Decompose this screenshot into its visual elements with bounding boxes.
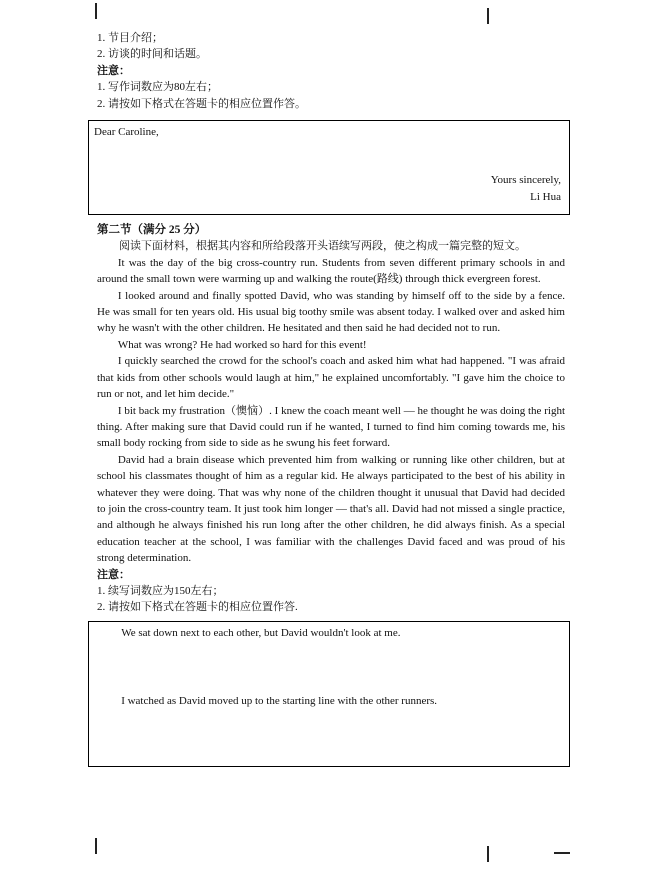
page-content <box>94 30 565 767</box>
continuation-opening-1: We sat down next to each other, but David wouldn't look at me. <box>121 626 401 639</box>
section2-heading: 第二节（满分 25 分） <box>97 224 207 237</box>
list-item-program-intro: 1. 节目介绍； <box>97 32 163 44</box>
notice2-item-word-count: 1. 续写词数应为150左右； <box>97 584 224 597</box>
reading-passage <box>97 255 565 567</box>
crop-mark-top-left <box>95 3 97 19</box>
crop-mark-top-right <box>487 8 489 24</box>
passage-paragraph-2: I looked around and finally spotted David, who was standing by himself off to the side by a fence. He was small for ten years old. His usual big toothy smile was absent today. I walked over and asked him why he wasn't with the other children. He hesitated and then said he had decided not to run. <box>97 289 565 335</box>
passage-paragraph-4: I quickly searched the crowd for the school's coach and asked him what had happened. "I was afraid that kids from other schools would laugh at him," he explained uncomfortably. "I gave him the choice to run or not, and let him decide." <box>97 355 565 401</box>
passage-paragraph-3: What was wrong? He had worked so hard for this event! <box>117 338 367 351</box>
section2-instruction: 阅读下面材料，根据其内容和所给段落开头语续写两段，使之构成一篇完整的短文。 <box>119 240 526 253</box>
notice1-label: 注意： <box>97 64 130 77</box>
passage-paragraph-5: I bit back my frustration（懊恼）. I knew the coach meant well — he thought he was doing the right thing. After making sure that David could run if he wanted, I turned to find him coming towards me, his small body rocking from side to side as he swung his feet forward. <box>97 404 565 450</box>
passage-paragraph-1: It was the day of the big cross-country run. Students from seven different primary schools in and around the small town were warming up and walking the route(路线) through thick evergreen forest. <box>97 256 565 286</box>
answer-box-continuation <box>88 621 570 767</box>
notice1-item-format: 2. 请按如下格式在答题卡的相应位置作答。 <box>97 97 306 110</box>
answer-box-letter <box>88 120 570 215</box>
crop-mark-bottom-right-edge <box>554 852 570 854</box>
passage-paragraph-6: David had a brain disease which prevented him from walking or running like other children, but at school his classmates thought of him as a regular kid. He always participated to the best of his ability in whatever they were doing. That was why none of the children thought it unusual that David had decided to join the cross-country team. It just took him longer — that's all. David had not missed a single practice, and although he always finished his run long after the other children, he did always finish. As a special education teacher at the school, I was familiar with the challenges David faced and was proud of his strong determination. <box>97 453 565 565</box>
letter-signature: Li Hua <box>530 190 561 203</box>
continuation-opening-2: I watched as David moved up to the starting line with the other runners. <box>121 695 438 708</box>
crop-mark-bottom-right <box>487 846 489 862</box>
letter-blank-area <box>94 140 561 172</box>
crop-mark-bottom-left <box>95 838 97 854</box>
letter-salutation: Dear Caroline, <box>94 126 159 139</box>
notice2-label: 注意： <box>97 568 130 581</box>
continuation-blank-2 <box>97 667 561 693</box>
continuation-blank-1 <box>97 641 561 667</box>
letter-closing: Yours sincerely, <box>490 174 561 187</box>
notice2-item-format: 2. 请按如下格式在答题卡的相应位置作答. <box>97 601 298 614</box>
notice1-item-word-count: 1. 写作词数应为80左右； <box>97 81 218 94</box>
list-item-interview-time: 2. 访谈的时间和话题。 <box>97 48 207 61</box>
